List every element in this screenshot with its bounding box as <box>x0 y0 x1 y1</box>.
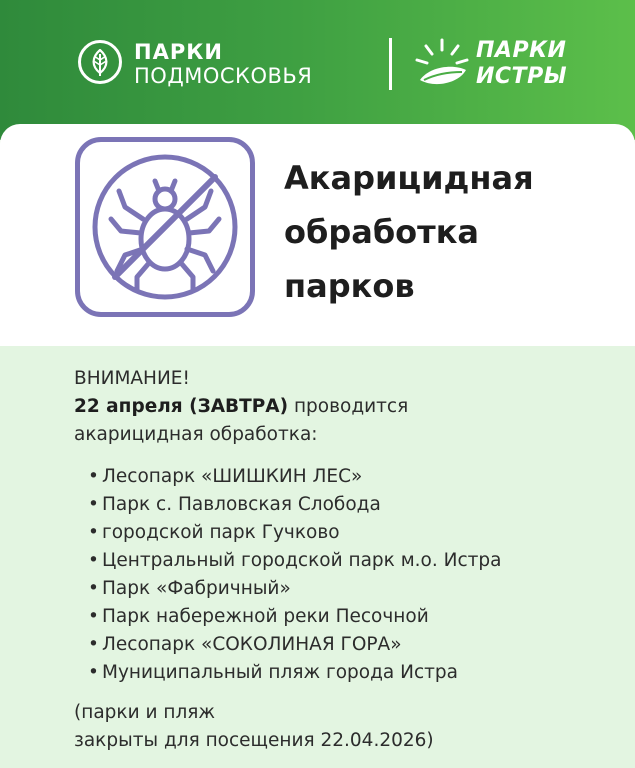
logo-divider <box>389 38 392 90</box>
bullet-icon: • <box>88 578 99 599</box>
title-line: обработка <box>284 213 480 251</box>
park-name: городской парк Гучково <box>102 522 340 543</box>
bullet-icon: • <box>88 522 99 543</box>
park-name: Парк с. Павловская Слобода <box>102 494 381 515</box>
note-line1: (парки и пляж <box>74 702 216 723</box>
bullet-icon: • <box>88 634 99 655</box>
park-name: Лесопарк «ШИШКИН ЛЕС» <box>102 466 363 487</box>
closure-note <box>74 699 614 755</box>
date-line <box>74 393 614 421</box>
header-banner <box>0 0 635 140</box>
leaf-icon <box>78 40 122 84</box>
list-item <box>88 603 614 631</box>
no-tick-icon <box>75 137 255 317</box>
bullet-icon: • <box>88 662 99 683</box>
park-name: Лесопарк «СОКОЛИНАЯ ГОРА» <box>102 634 402 655</box>
park-name: Центральный городской парк м.о. Истра <box>102 550 502 571</box>
sun-leaf-icon <box>414 36 470 92</box>
attention-label: ВНИМАНИЕ! <box>74 368 190 389</box>
date-bold: 22 апреля (ЗАВТРА) <box>74 396 289 417</box>
parks-istry-logo <box>414 36 574 96</box>
list-item <box>88 631 614 659</box>
title-card <box>0 124 635 346</box>
brand2-line2: ИСТРЫ <box>476 64 567 89</box>
list-item <box>88 659 614 687</box>
park-name: Муниципальный пляж города Истра <box>102 662 458 683</box>
bullet-icon: • <box>88 550 99 571</box>
bullet-icon: • <box>88 466 99 487</box>
page-title <box>284 151 624 313</box>
brand1-line2: ПОДМОСКОВЬЯ <box>134 64 313 88</box>
brand1-line1: ПАРКИ <box>134 40 223 64</box>
list-item <box>88 519 614 547</box>
title-line: Акарицидная <box>284 159 534 197</box>
park-name: Парк «Фабричный» <box>102 578 291 599</box>
date-line-rest: проводится <box>288 396 409 417</box>
brand2-line1: ПАРКИ <box>476 38 567 63</box>
bullet-icon: • <box>88 494 99 515</box>
note-line2: закрыты для посещения 22.04.2026) <box>74 730 434 751</box>
treatment-line: акарицидная обработка: <box>74 424 318 445</box>
park-list <box>88 463 614 687</box>
bullet-icon: • <box>88 606 99 627</box>
parks-podmoskovya-logo <box>78 40 378 92</box>
list-item <box>88 491 614 519</box>
list-item <box>88 463 614 491</box>
title-line: парков <box>284 267 415 305</box>
list-item <box>88 575 614 603</box>
list-item <box>88 547 614 575</box>
notice-body <box>74 365 614 755</box>
park-name: Парк набережной реки Песочной <box>102 606 429 627</box>
